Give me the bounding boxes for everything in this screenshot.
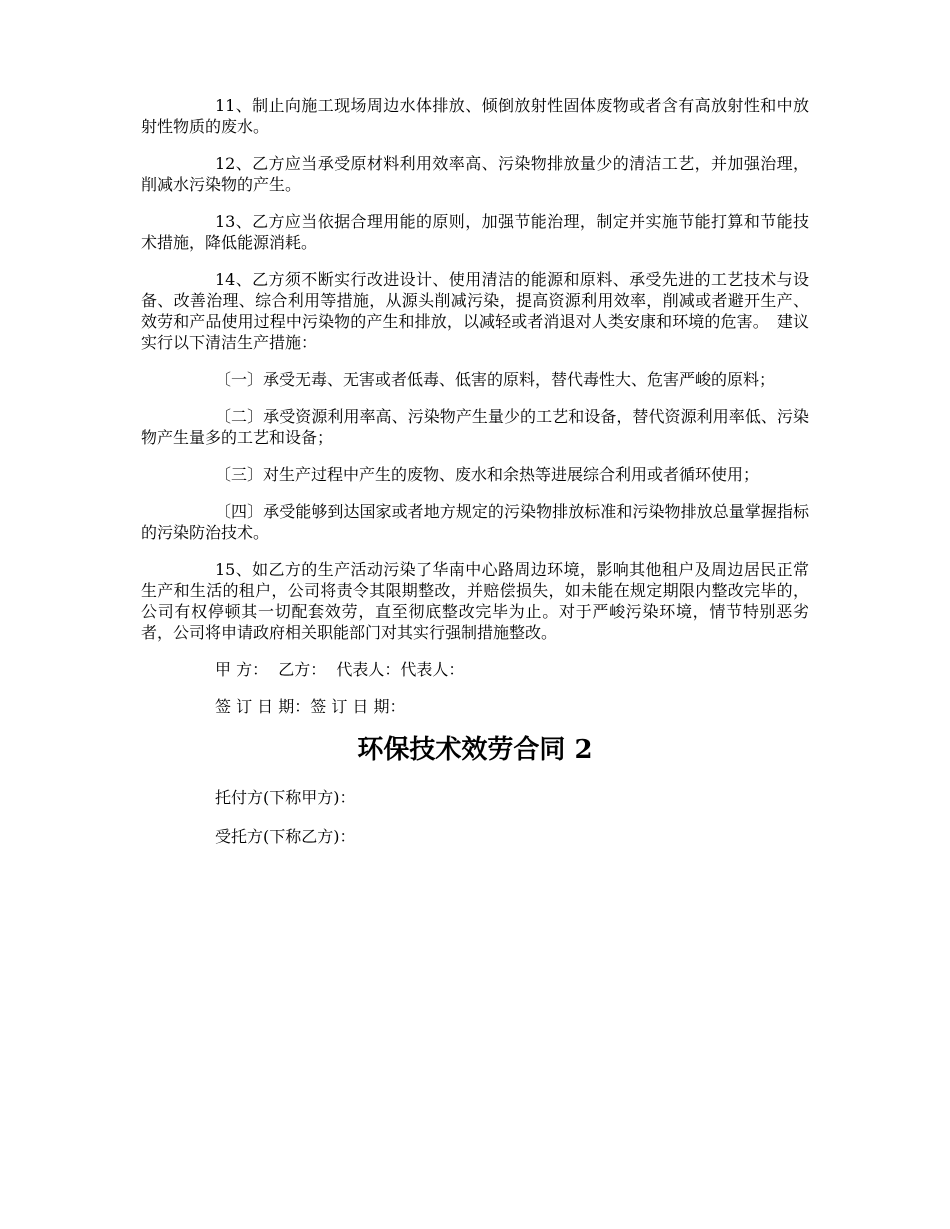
- contract-title: 环保技术效劳合同 2: [357, 735, 593, 765]
- clause-14: 14、乙方须不断实行改进设计、使用清洁的能源和原料、承受先进的工艺技术与设备、改善治理、综合利用等措施，从源头削减污染，提高资源利用效率，削减或者避开生产、效劳和产品使用过程中污染物的产生和排放，以减轻或者消退对人类安康和环境的危害。 建议实行以下清洁生产措施：: [141, 270, 809, 352]
- clause-11: 11、制止向施工现场周边水体排放、倾倒放射性固体废物或者含有高放射性和中放射性物质的废水。: [141, 96, 809, 136]
- document-page: [141, 95, 809, 865]
- measure-4: 〔四〕承受能够到达国家或者地方规定的污染物排放标准和污染物排放总量掌握指标的污染防治技术。: [141, 502, 809, 542]
- clause-15: 15、如乙方的生产活动污染了华南中心路周边环境，影响其他租户及周边居民正常生产和生活的租户，公司将责令其限期整改，并赔偿损失，如未能在规定期限内整改完毕的，公司有权停顿其一切配套效劳，直至彻底整改完毕为止。对于严峻污染环境，情节特别恶劣者，公司将申请政府相关职能部门对其实行强制措施整改。: [141, 560, 809, 642]
- signature-line: 甲 方： 乙方： 代表人：代表人：: [215, 660, 465, 679]
- measure-2: 〔二〕承受资源利用率高、污染物产生量少的工艺和设备，替代资源利用率低、污染物产生量多的工艺和设备；: [141, 407, 809, 447]
- client-field: 托付方(下称甲方)：: [215, 788, 356, 807]
- clause-12: 12、乙方应当承受原材料利用效率高、污染物排放量少的清洁工艺，并加强治理，削减水污染物的产生。: [141, 154, 809, 194]
- contractor-field: 受托方(下称乙方)：: [215, 827, 356, 846]
- date-line: 签 订 日 期：签 订 日 期：: [215, 697, 406, 716]
- measure-1: 〔一〕承受无毒、无害或者低毒、低害的原料，替代毒性大、危害严峻的原料；: [215, 370, 776, 389]
- clause-13: 13、乙方应当依据合理用能的原则，加强节能治理，制定并实施节能打算和节能技术措施，降低能源消耗。: [141, 212, 809, 252]
- measure-3: 〔三〕对生产过程中产生的废物、废水和余热等进展综合利用或者循环使用；: [215, 465, 760, 484]
